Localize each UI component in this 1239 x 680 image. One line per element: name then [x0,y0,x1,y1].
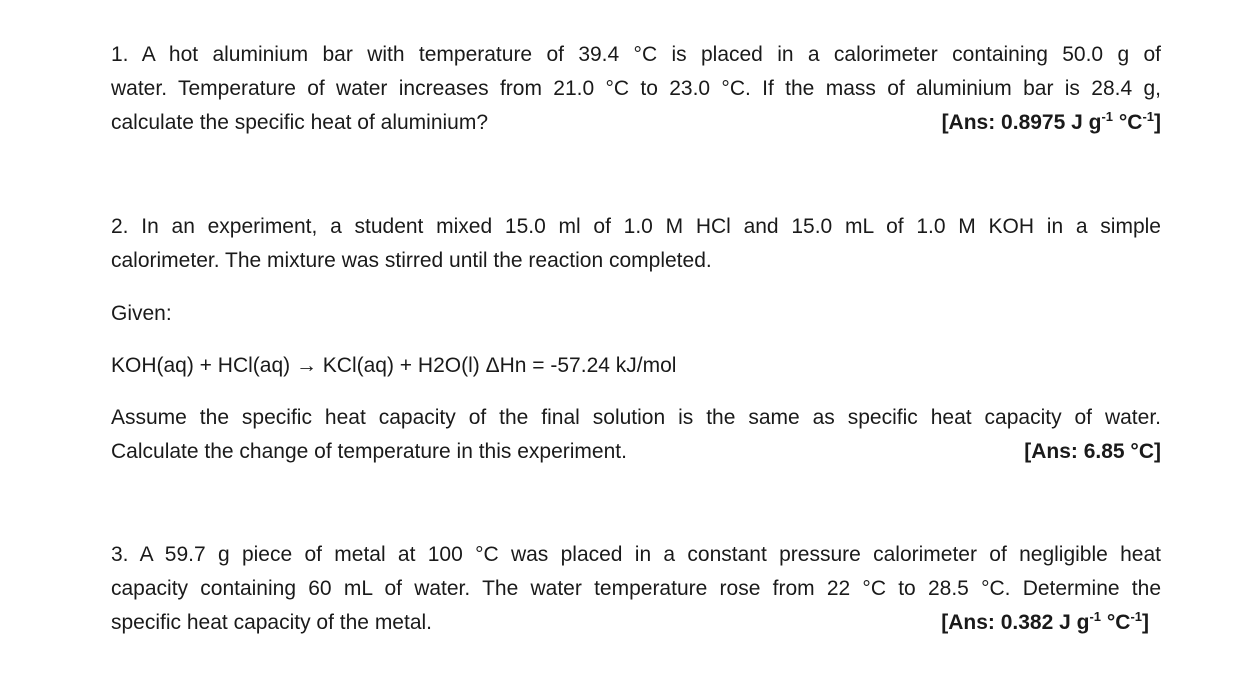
question-2 [111,210,1161,278]
question-1-answer-prefix: [Ans: 0.8975 J g [941,111,1102,134]
question-1-answer [942,106,1161,140]
question-1-line-1: 1. A hot aluminium bar with temperature of 39.4 °C is placed in a calorimeter containing 50.0 g of [111,43,1161,66]
question-2-assumption [111,401,1161,469]
question-2-assume-line-2-text: Calculate the change of temperature in this experiment. [111,440,627,463]
question-2-assume-line-2 [111,435,1161,469]
question-2-line-1: 2. In an experiment, a student mixed 15.0 ml of 1.0 M HCl and 15.0 mL of 1.0 M KOH in a simple [111,215,1161,238]
question-1 [111,38,1161,140]
question-3-answer-prefix: [Ans: 0.382 J g [941,611,1090,634]
question-3-line-2: capacity containing 60 mL of water. The water temperature rose from 22 °C to 28.5 °C. Determine the [111,577,1161,600]
question-2-line-2: calorimeter. The mixture was stirred until the reaction completed. [111,249,712,272]
question-3-line-3 [111,606,1161,640]
question-3-answer [941,606,1149,640]
question-1-line-3 [111,106,1161,140]
question-3-line-3-text: specific heat capacity of the metal. [111,611,432,634]
question-3-answer-sup-2: -1 [1130,609,1142,624]
question-1-answer-sup-2: -1 [1142,109,1154,124]
question-1-answer-sup-1: -1 [1101,109,1114,124]
question-2-answer: [Ans: 6.85 °C] [1024,440,1161,463]
question-3-answer-sup-1: -1 [1089,609,1102,624]
question-2-given-label: Given: [111,302,172,325]
question-2-equation: KOH(aq) + HCl(aq) → KCl(aq) + H2O(l) ΔHn = -57.24 kJ/mol [111,354,677,377]
question-2-assume-line-1: Assume the specific heat capacity of the final solution is the same as specific heat capacity of water. [111,406,1161,429]
question-3 [111,538,1161,640]
question-3-answer-mid: °C [1101,611,1131,634]
question-3-answer-suffix: ] [1142,611,1149,634]
question-1-line-2: water. Temperature of water increases from 21.0 °C to 23.0 °C. If the mass of aluminium bar is 28.4 g, [111,77,1161,100]
question-1-answer-mid: °C [1113,111,1143,134]
question-3-line-1: 3. A 59.7 g piece of metal at 100 °C was placed in a constant pressure calorimeter of negligible heat [111,543,1161,566]
question-1-answer-suffix: ] [1154,111,1161,134]
question-1-line-3-text: calculate the specific heat of aluminium? [111,111,489,134]
